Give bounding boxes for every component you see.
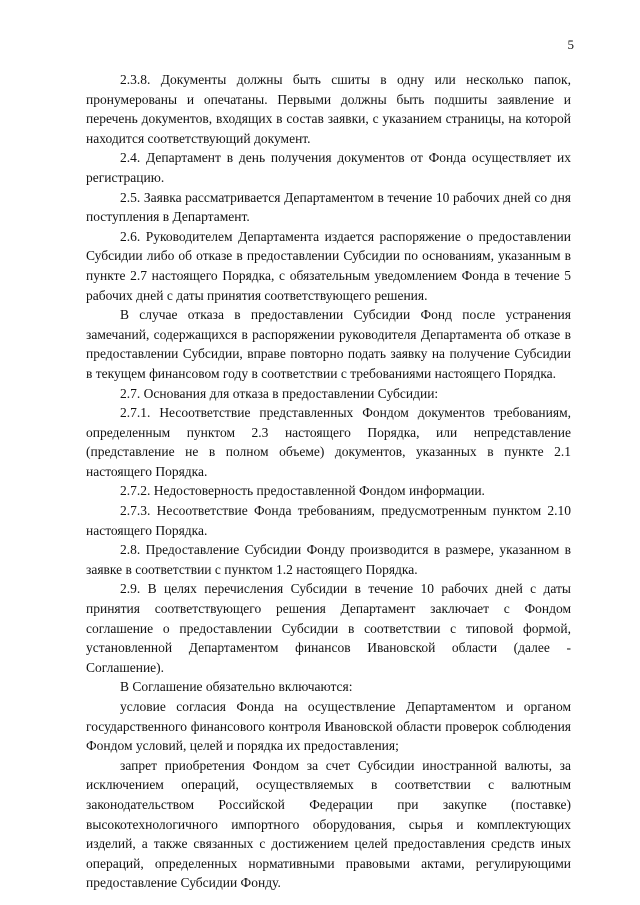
- paragraph-agreement-includes: В Соглашение обязательно включаются:: [120, 679, 353, 695]
- paragraph-condition-consent: условие согласия Фонда на осуществление Департаментом и органом государственного финансового контроля Ивановской области проверок соблюдения Фондом условий, целей и порядка их предоставления;: [86, 699, 571, 754]
- paragraph-currency-prohibition: запрет приобретения Фондом за счет Субсидии иностранной валюты, за исключением операций, осуществляемых в соответствии с валютным законодательством Российской Федерации при закупке (поставке) высокотехнологичного импортного оборудования, сырья и комплектующих изделий, а также связанных с достижением целей предоставления средств иных операций, определенных нормативными правовыми актами, регулирующими предоставление Субсидии Фонду.: [86, 757, 571, 891]
- paragraph-2-7-2: 2.7.2. Недостоверность предоставленной Фондом информации.: [120, 483, 485, 499]
- paragraph-2-6: 2.6. Руководителем Департамента издается распоряжение о предоставлении Субсидии либо об отказе в предоставлении Субсидии по основаниям, указанным в пункте 2.7 настоящего Порядка, с обязательным уведомлением Фонда в течение 5 рабочих дней с даты принятия соответствующего решения.: [86, 228, 571, 303]
- paragraph-2-4: 2.4. Департамент в день получения документов от Фонда осуществляет их регистрацию.: [86, 150, 571, 185]
- paragraph-2-9: 2.9. В целях перечисления Субсидии в течение 10 рабочих дней с даты принятия соответствующего решения Департамент заключает с Фондом соглашение о предоставлении Субсидии в соответствии с типовой формой, установленной Департаментом финансов Ивановской области (далее - Соглашение).: [86, 581, 571, 675]
- paragraph-2-3-8: 2.3.8. Документы должны быть сшиты в одну или несколько папок, пронумерованы и опечатаны. Первыми должны быть подшиты заявление и перечень документов, входящих в состав заявки, с указанием страницы, на которой находится соответствующий документ.: [86, 72, 571, 146]
- paragraph-2-7-1: 2.7.1. Несоответствие представленных Фондом документов требованиям, определенным пунктом 2.3 настоящего Порядка, или непредставление (представление не в полном объеме) документов, указанных в пункте 2.1 настоящего Порядка.: [86, 405, 571, 479]
- paragraph-refusal-resubmission: В случае отказа в предоставлении Субсидии Фонд после устранения замечаний, содержащихся в распоряжении руководителя Департамента об отказе в предоставлении Субсидии, вправе повторно подать заявку на получение Субсидии в текущем финансовом году в соответствии с требованиями настоящего Порядка.: [86, 307, 571, 381]
- document-body: [86, 70, 571, 893]
- page-number: 5: [567, 37, 574, 52]
- paragraph-2-5: 2.5. Заявка рассматривается Департаментом в течение 10 рабочих дней со дня поступления в Департамент.: [86, 189, 571, 225]
- paragraph-2-8: 2.8. Предоставление Субсидии Фонду производится в размере, указанном в заявке в соответствии с пунктом 1.2 настоящего Порядка.: [86, 542, 571, 577]
- paragraph-2-7-3: 2.7.3. Несоответствие Фонда требованиям, предусмотренным пунктом 2.10 настоящего Порядка.: [86, 503, 571, 538]
- paragraph-2-7: 2.7. Основания для отказа в предоставлении Субсидии:: [120, 385, 439, 401]
